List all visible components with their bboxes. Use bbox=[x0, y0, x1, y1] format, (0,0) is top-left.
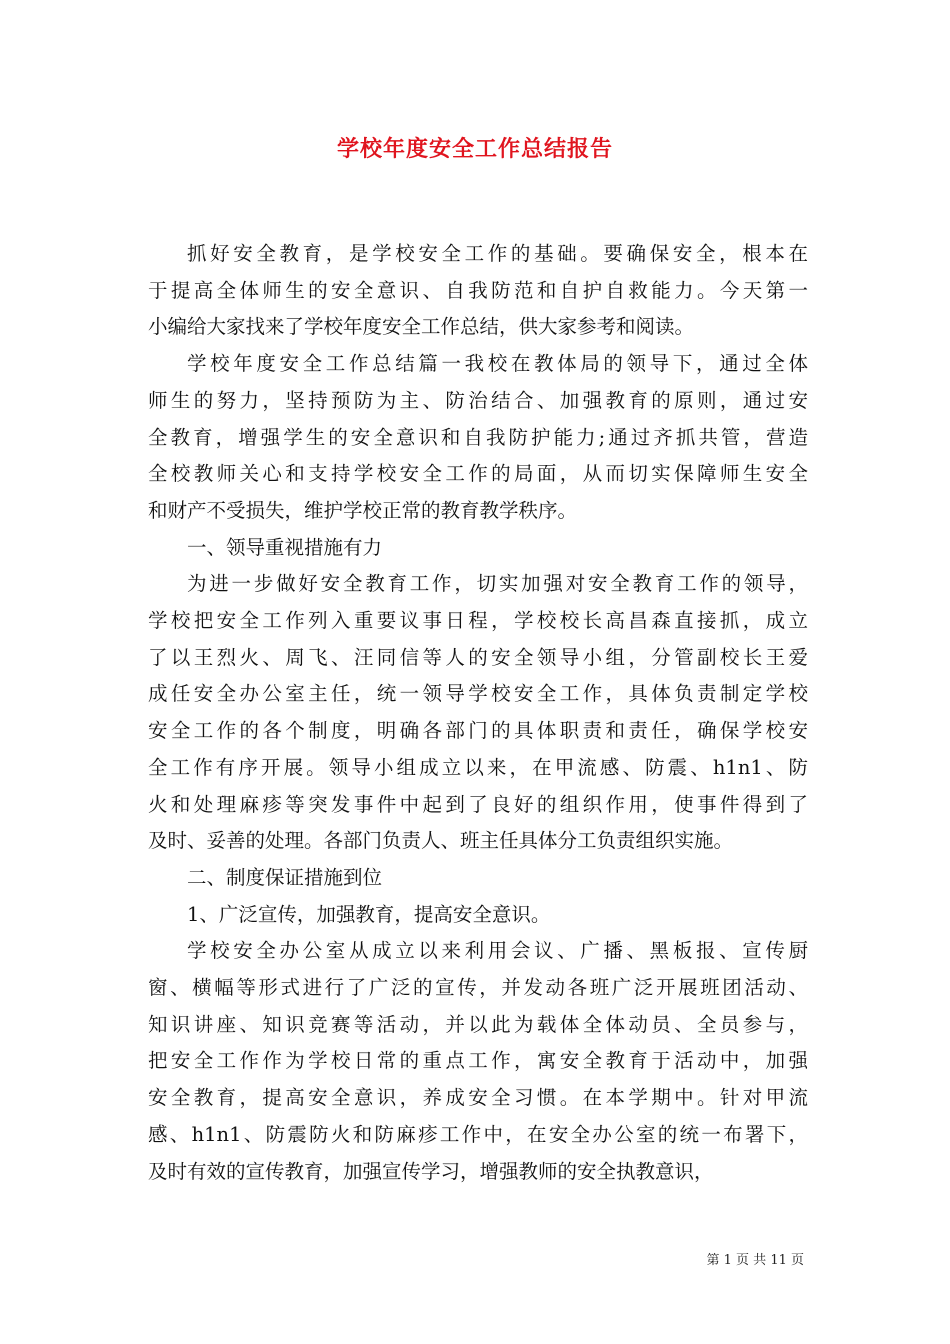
document-title: 学校年度安全工作总结报告 bbox=[336, 136, 613, 162]
paragraph-line: 全工作有序开展。领导小组成立以来，在甲流感、防震、h1n1、防 bbox=[148, 755, 808, 779]
paragraph-line: 火和处理麻疹等突发事件中起到了良好的组织作用，使事件得到了 bbox=[148, 792, 808, 816]
paragraph bbox=[148, 346, 808, 530]
paragraph-line: 1、广泛宣传，加强教育，提高安全意识。 bbox=[187, 902, 551, 926]
paragraph-line: 及时、妥善的处理。各部门负责人、班主任具体分工负责组织实施。 bbox=[148, 829, 734, 853]
paragraph-line: 全教育，增强学生的安全意识和自我防护能力;通过齐抓共管，营造 bbox=[148, 425, 808, 449]
paragraph-line: 窗、横幅等形式进行了广泛的宣传，并发动各班广泛开展班团活动、 bbox=[148, 976, 808, 1000]
paragraph bbox=[148, 236, 808, 346]
paragraph-line: 安全工作的各个制度，明确各部门的具体职责和责任，确保学校安 bbox=[148, 719, 808, 743]
paragraph-line: 全校教师关心和支持学校安全工作的局面，从而切实保障师生安全 bbox=[148, 462, 808, 486]
paragraph-line: 师生的努力，坚持预防为主、防治结合、加强教育的原则，通过安 bbox=[148, 388, 808, 412]
paragraph-line: 学校年度安全工作总结篇一我校在教体局的领导下，通过全体 bbox=[187, 352, 808, 376]
paragraph-line: 抓好安全教育，是学校安全工作的基础。要确保安全，根本在 bbox=[187, 242, 808, 265]
paragraph-line: 安全教育，提高安全意识，养成安全习惯。在本学期中。针对甲流 bbox=[148, 1086, 808, 1110]
paragraph-line: 把安全工作作为学校日常的重点工作，寓安全教育于活动中，加强 bbox=[148, 1049, 808, 1073]
paragraph bbox=[148, 530, 808, 567]
paragraph-line: 为进一步做好安全教育工作，切实加强对安全教育工作的领导， bbox=[187, 572, 808, 596]
paragraph bbox=[148, 933, 808, 1190]
paragraph-line: 小编给大家找来了学校年度安全工作总结，供大家参考和阅读。 bbox=[148, 315, 695, 339]
paragraph-line: 及时有效的宣传教育，加强宣传学习，增强教师的安全执教意识， bbox=[148, 1159, 714, 1183]
paragraph bbox=[148, 566, 808, 860]
paragraph-line: 学校安全办公室从成立以来利用会议、广播、黑板报、宣传厨 bbox=[187, 939, 808, 963]
paragraph-line: 了以王烈火、周飞、汪同信等人的安全领导小组，分管副校长王爱 bbox=[148, 645, 808, 669]
paragraph-line: 知识讲座、知识竞赛等活动，并以此为载体全体动员、全员参与， bbox=[148, 1012, 808, 1036]
paragraph-line: 感、h1n1、防震防火和防麻疹工作中，在安全办公室的统一布署下， bbox=[148, 1122, 808, 1146]
paragraph-line: 成任安全办公室主任，统一领导学校安全工作，具体负责制定学校 bbox=[148, 682, 808, 706]
paragraph bbox=[148, 860, 808, 897]
page-footer: 第 1 页 共 11 页 bbox=[706, 1253, 804, 1268]
paragraph-line: 和财产不受损失，维护学校正常的教育教学秩序。 bbox=[148, 498, 578, 522]
paragraph-line: 于提高全体师生的安全意识、自我防范和自护自救能力。今天第一 bbox=[148, 278, 808, 302]
paragraph-line: 一、领导重视措施有力 bbox=[187, 535, 383, 559]
paragraph-line: 二、制度保证措施到位 bbox=[187, 865, 383, 889]
paragraph bbox=[148, 897, 808, 934]
paragraph-line: 学校把安全工作列入重要议事日程，学校校长高昌森直接抓，成立 bbox=[148, 609, 808, 633]
document-body bbox=[148, 236, 808, 1190]
